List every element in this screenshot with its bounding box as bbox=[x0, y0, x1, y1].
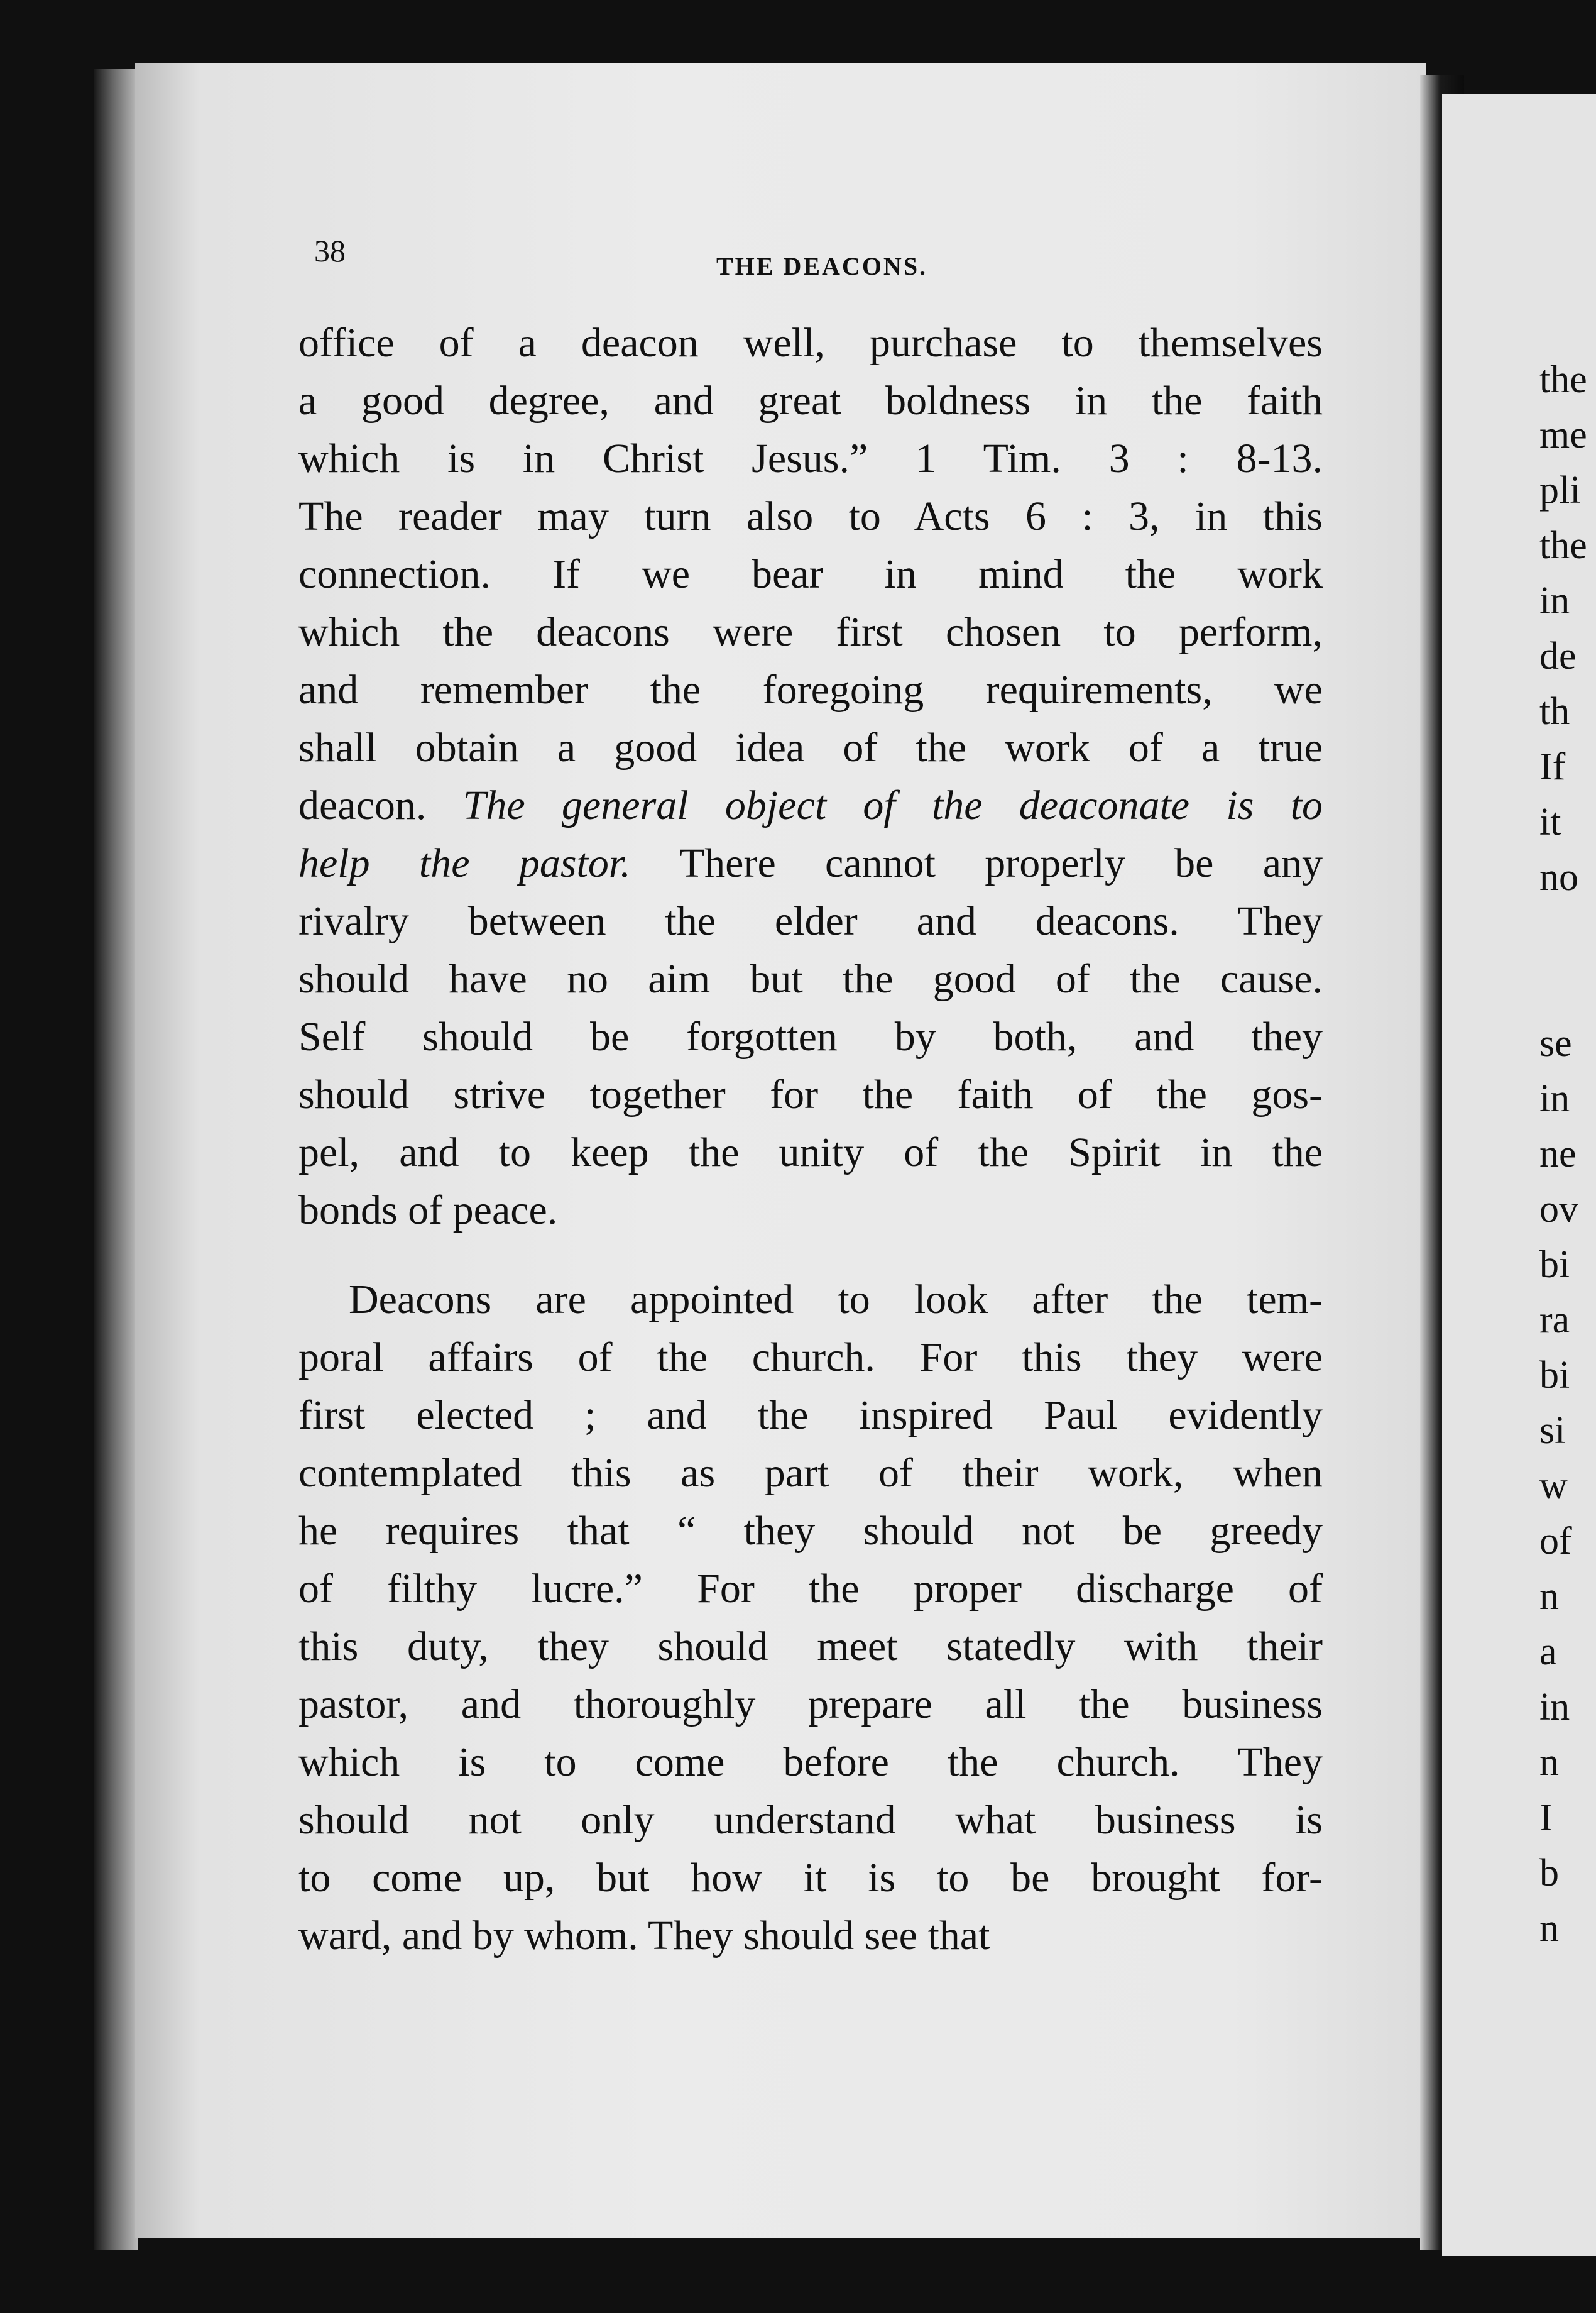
text-line bbox=[298, 1444, 1323, 1502]
text-run: which is in Christ Jesus.” 1 Tim. 3 : 8-13. bbox=[298, 436, 1323, 481]
facing-page-text bbox=[1539, 352, 1596, 1956]
facing-page-fragment bbox=[1539, 960, 1596, 1016]
text-line bbox=[298, 1676, 1323, 1733]
text-run: to come up, but how it is to be brought for- bbox=[298, 1855, 1323, 1901]
text-line bbox=[298, 1907, 1323, 1965]
facing-page-fragment: b bbox=[1539, 1852, 1559, 1894]
facing-page-fragment: in bbox=[1539, 1077, 1570, 1120]
italic-text: help the pastor. bbox=[298, 840, 631, 886]
text-line bbox=[298, 1733, 1323, 1791]
text-line bbox=[298, 1124, 1323, 1182]
text-run: deacon. bbox=[298, 783, 463, 828]
facing-page-fragment: a bbox=[1539, 1630, 1557, 1673]
text-run: which the deacons were first chosen to perform, bbox=[298, 609, 1323, 655]
facing-page-fragment: se bbox=[1539, 1022, 1572, 1065]
text-line bbox=[298, 603, 1323, 661]
text-run: shall obtain a good idea of the work of a true bbox=[298, 725, 1323, 771]
facing-page-fragment: n bbox=[1539, 1907, 1559, 1950]
text-line bbox=[298, 1618, 1323, 1676]
facing-page-fragment: the bbox=[1539, 358, 1587, 401]
facing-page-fragment: in bbox=[1539, 1686, 1570, 1728]
facing-page-fragment: no bbox=[1539, 856, 1578, 899]
text-run: and remember the foregoing requirements, we bbox=[298, 667, 1323, 713]
text-run: should have no aim but the good of the cause. bbox=[298, 956, 1323, 1002]
facing-page-fragment: of bbox=[1539, 1520, 1572, 1563]
page-number: 38 bbox=[314, 233, 346, 268]
text-line bbox=[298, 372, 1323, 430]
text-line bbox=[298, 1387, 1323, 1444]
text-line bbox=[298, 1066, 1323, 1124]
running-head: THE DEACONS. bbox=[716, 252, 928, 280]
paragraph bbox=[298, 1271, 1323, 1965]
text-line bbox=[298, 950, 1323, 1008]
text-line bbox=[298, 1791, 1323, 1849]
text-run: which is to come before the church. They bbox=[298, 1739, 1323, 1785]
text-line bbox=[298, 314, 1323, 372]
text-run: bonds of peace. bbox=[298, 1187, 558, 1233]
facing-page-fragment: me bbox=[1539, 414, 1587, 456]
text-line bbox=[298, 546, 1323, 603]
text-line bbox=[298, 488, 1323, 546]
text-line bbox=[298, 1502, 1323, 1560]
facing-page-fragment: ov bbox=[1539, 1188, 1578, 1231]
facing-page-fragment: it bbox=[1539, 801, 1561, 843]
text-line bbox=[298, 1008, 1323, 1066]
text-run: Self should be forgotten by both, and they bbox=[298, 1014, 1323, 1060]
text-line bbox=[298, 1182, 1323, 1239]
text-line bbox=[298, 893, 1323, 950]
italic-text: The general object of the deaconate is to bbox=[462, 783, 1323, 828]
text-run: pel, and to keep the unity of the Spirit in the bbox=[298, 1129, 1323, 1175]
facing-page-fragment: bi bbox=[1539, 1354, 1570, 1397]
facing-page-fragment: ne bbox=[1539, 1133, 1577, 1175]
facing-page-fragment: si bbox=[1539, 1409, 1566, 1452]
facing-page-fragment: the bbox=[1539, 524, 1587, 567]
text-run: Deacons are appointed to look after the tem- bbox=[349, 1277, 1323, 1322]
text-run: should strive together for the faith of the gos- bbox=[298, 1072, 1323, 1118]
text-line bbox=[298, 777, 1323, 835]
facing-page-fragment bbox=[1539, 905, 1596, 960]
text-line bbox=[298, 835, 1323, 893]
text-run: rivalry between the elder and deacons. They bbox=[298, 898, 1323, 944]
text-run: a good degree, and great boldness in the faith bbox=[298, 378, 1323, 424]
text-run: poral affairs of the church. For this they were bbox=[298, 1334, 1323, 1380]
text-run: The reader may turn also to Acts 6 : 3, in this bbox=[298, 493, 1323, 539]
text-line bbox=[298, 1271, 1323, 1329]
text-run: of filthy lucre.” For the proper discharge of bbox=[298, 1566, 1323, 1612]
facing-page-fragment: bi bbox=[1539, 1243, 1570, 1286]
facing-page-fragment: n bbox=[1539, 1575, 1559, 1618]
text-line bbox=[298, 430, 1323, 488]
text-run: first elected ; and the inspired Paul evidently bbox=[298, 1392, 1323, 1438]
text-line bbox=[298, 661, 1323, 719]
text-run: he requires that “ they should not be greedy bbox=[298, 1508, 1323, 1554]
facing-page-fragment: pli bbox=[1539, 469, 1581, 512]
book-edge bbox=[94, 69, 138, 2250]
text-line bbox=[298, 719, 1323, 777]
facing-page-fragment: n bbox=[1539, 1741, 1559, 1784]
facing-page-fragment: de bbox=[1539, 635, 1577, 678]
text-run: this duty, they should meet statedly with their bbox=[298, 1623, 1323, 1669]
facing-page-fragment: in bbox=[1539, 580, 1570, 622]
text-run: ward, and by whom. They should see that bbox=[298, 1913, 990, 1959]
text-run: office of a deacon well, purchase to themselves bbox=[298, 320, 1323, 366]
text-run: pastor, and thoroughly prepare all the business bbox=[298, 1681, 1323, 1727]
paragraph bbox=[298, 314, 1323, 1239]
text-run: contemplated this as part of their work, when bbox=[298, 1450, 1323, 1496]
facing-page-fragment: If bbox=[1539, 745, 1566, 788]
body-text bbox=[298, 314, 1323, 1965]
text-line bbox=[298, 1849, 1323, 1907]
facing-page-fragment: ra bbox=[1539, 1299, 1570, 1341]
text-run: should not only understand what business is bbox=[298, 1797, 1323, 1843]
text-run: connection. If we bear in mind the work bbox=[298, 551, 1323, 597]
text-line bbox=[298, 1329, 1323, 1387]
facing-page-fragment: w bbox=[1539, 1464, 1568, 1507]
text-run: There cannot properly be any bbox=[630, 840, 1323, 886]
text-line bbox=[298, 1560, 1323, 1618]
facing-page-fragment: th bbox=[1539, 690, 1570, 733]
facing-page-fragment: I bbox=[1539, 1796, 1553, 1839]
